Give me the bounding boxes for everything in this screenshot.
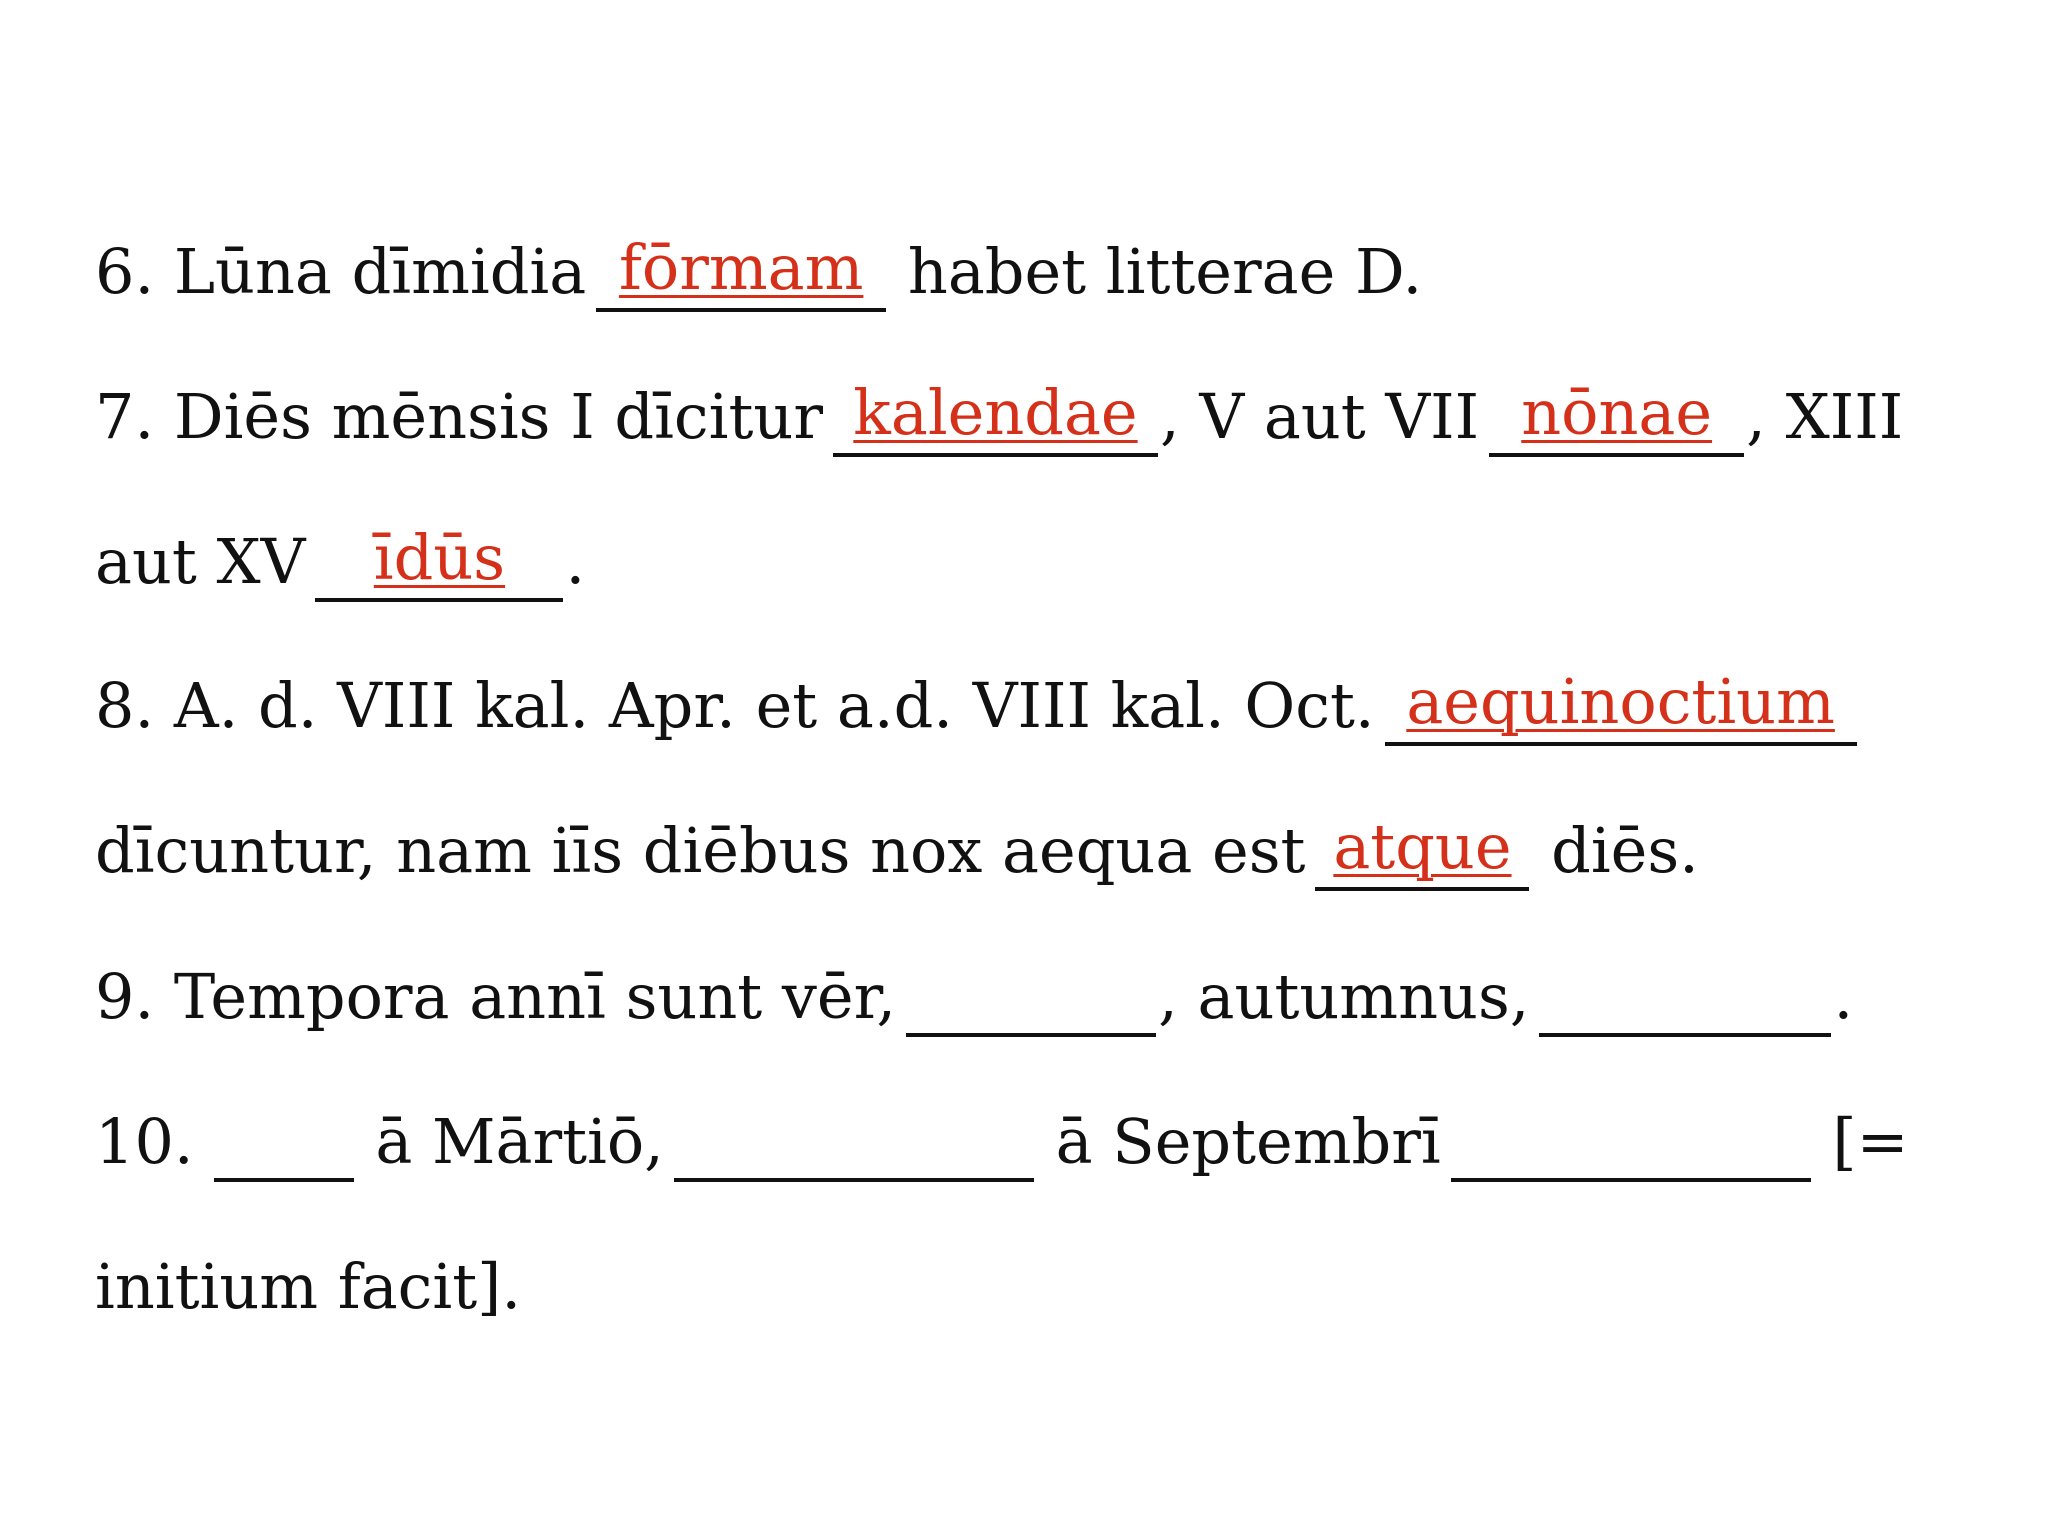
question-8-line-2 xyxy=(95,811,1699,891)
question-7-answer-2: nōnae xyxy=(1521,376,1713,449)
question-7-blank-3[interactable] xyxy=(315,522,563,602)
question-10-part-2: ā Septembrī xyxy=(1055,1105,1441,1178)
question-10-blank-1[interactable] xyxy=(214,1102,354,1182)
question-7-answer-3: īdūs xyxy=(373,521,506,594)
question-7-text-before: 7. Diēs mēnsis I dīcitur xyxy=(95,380,823,453)
question-6-blank[interactable] xyxy=(596,232,886,312)
question-7-blank-1[interactable] xyxy=(833,377,1158,457)
question-7-answer-1: kalendae xyxy=(853,376,1138,449)
question-10-number: 10. xyxy=(95,1105,194,1178)
question-8-answer-2: atque xyxy=(1333,810,1512,883)
question-7-blank-2[interactable] xyxy=(1489,377,1744,457)
question-8-line-1 xyxy=(95,666,1859,746)
question-8-blank-2[interactable] xyxy=(1315,811,1529,891)
question-6-text-after: habet litterae D. xyxy=(907,235,1423,308)
question-7-line2-text-after: . xyxy=(565,525,586,598)
question-7-line2-text-before: aut XV xyxy=(95,525,306,598)
question-6-answer: fōrmam xyxy=(618,231,864,304)
question-10-line-2 xyxy=(95,1247,521,1327)
question-8-answer-1: aequinoctium xyxy=(1406,665,1835,738)
question-8-blank-1[interactable] xyxy=(1385,666,1857,746)
question-6-text-before: 6. Lūna dīmidia xyxy=(95,235,587,308)
question-9-text-after: . xyxy=(1833,960,1854,1033)
question-10-blank-3[interactable] xyxy=(1451,1102,1811,1182)
question-7-text-after: , XIII xyxy=(1746,380,1904,453)
question-10-part-3: [= xyxy=(1832,1105,1909,1178)
question-9-text-before: 9. Tempora annī sunt vēr, xyxy=(95,960,897,1033)
question-10-part-1: ā Mārtiō, xyxy=(375,1105,664,1178)
question-6-line xyxy=(95,232,1422,312)
question-10-blank-2[interactable] xyxy=(674,1102,1034,1182)
question-9-blank-2[interactable] xyxy=(1539,957,1831,1037)
question-10-line2-text: initium facit]. xyxy=(95,1250,522,1323)
question-8-text-before: 8. A. d. VIII kal. Apr. et a.d. VIII kal. Oct. xyxy=(95,669,1375,742)
question-9-line xyxy=(95,957,1853,1037)
question-9-blank-1[interactable] xyxy=(906,957,1156,1037)
question-7-text-mid: , V aut VII xyxy=(1159,380,1480,453)
question-8-line2-text-after: diēs. xyxy=(1551,814,1699,887)
question-7-line-2 xyxy=(95,522,585,602)
question-7-line-1 xyxy=(95,377,1903,457)
question-9-text-mid: , autumnus, xyxy=(1158,960,1530,1033)
question-8-line2-text-before: dīcuntur, nam iīs diēbus nox aequa est xyxy=(95,814,1306,887)
question-10-line-1 xyxy=(95,1102,1909,1182)
